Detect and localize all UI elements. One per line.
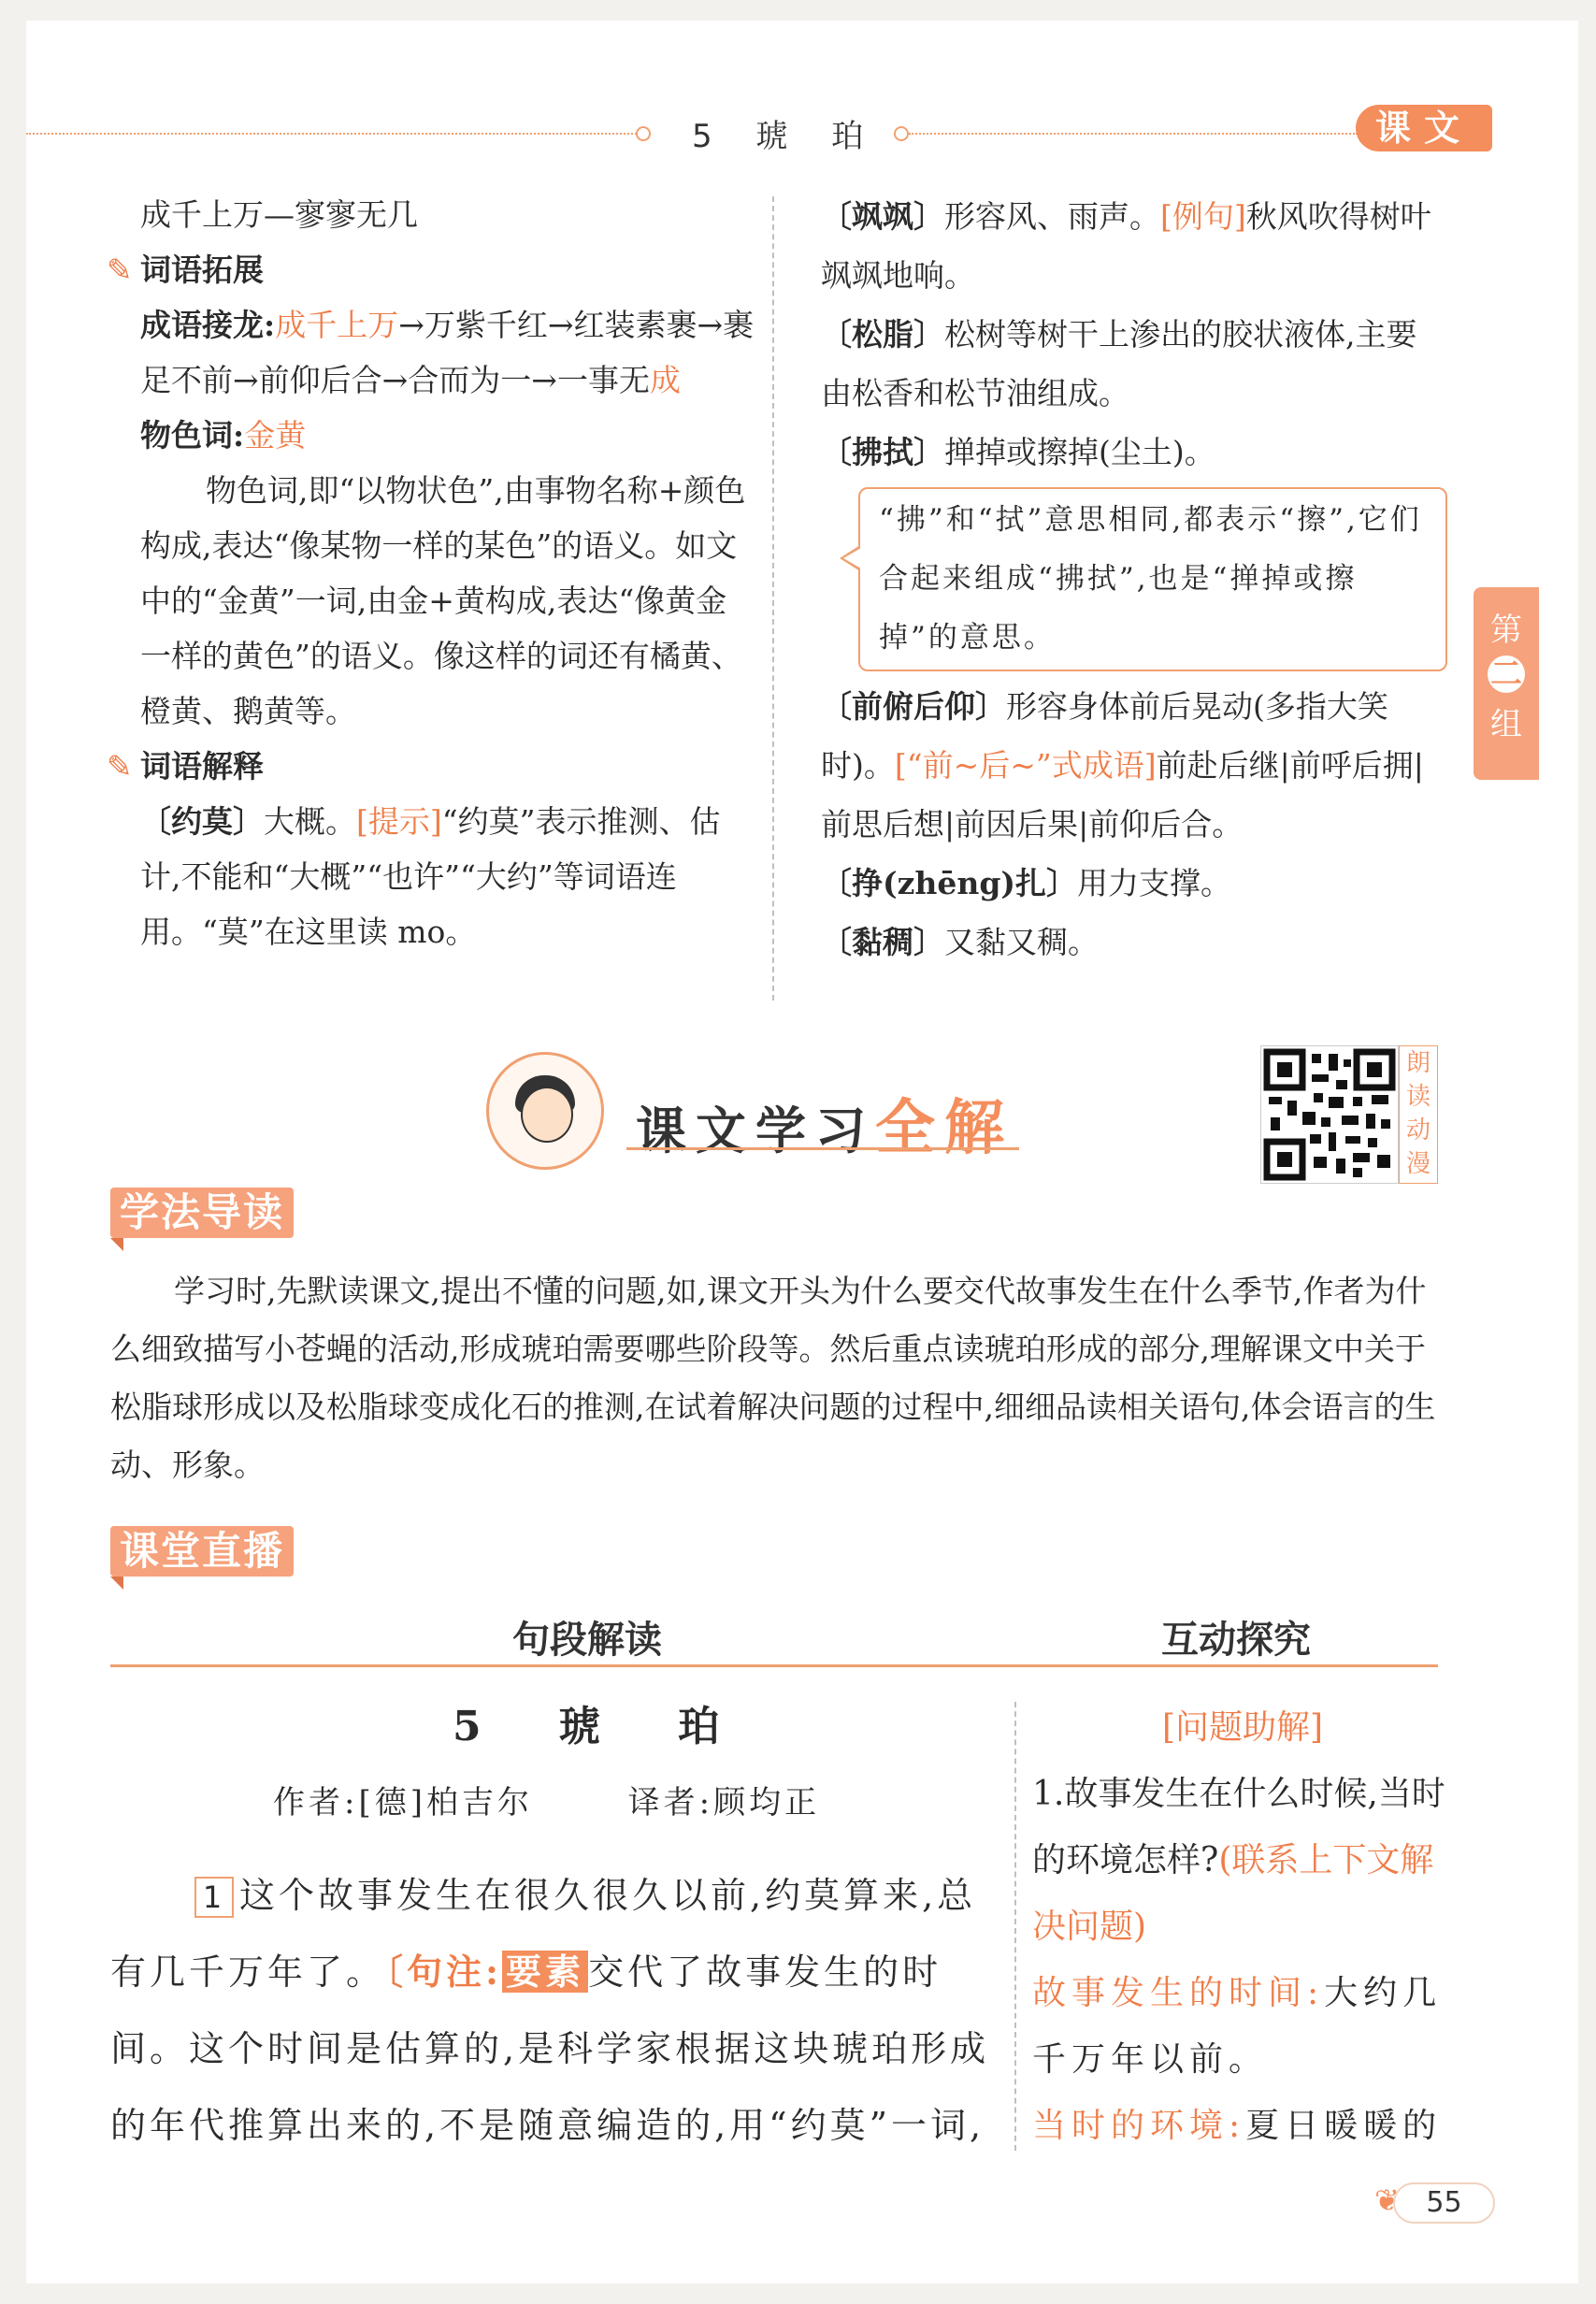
color-word-line: 物色词:金黄 xyxy=(140,417,307,454)
tip-callout: “拂”和“拭”意思相同,都表示“擦”,它们合起来组成“拂拭”,也是“掸掉或擦掉”的意思。 xyxy=(858,487,1447,671)
qr-code[interactable] xyxy=(1260,1045,1399,1184)
lesson-title: 5 琥 珀 xyxy=(453,1703,752,1750)
unit-side-tab xyxy=(1474,587,1539,780)
sasa-entry: 〔飒飒〕形容风、雨声。[例句]秋风吹得树叶飒飒地响。 xyxy=(821,198,1431,294)
nianchou-entry: 〔黏稠〕又黏又稠。 xyxy=(821,924,1099,960)
banner-title: 课文学习全解 xyxy=(636,1094,1014,1163)
tag-xuefa: 学法导读 xyxy=(110,1188,294,1238)
question-1: 1.故事发生在什么时候,当时的环境怎样?(联系上下文解决问题) xyxy=(1032,1775,1445,1946)
left-column xyxy=(107,187,757,959)
qr-label: 朗读动漫 xyxy=(1399,1045,1438,1184)
header-rule-left xyxy=(26,133,640,135)
xuefa-paragraph: 学习时,先默读课文,提出不懂的问题,如,课文开头为什么要交代故事发生在什么季节,作者为什么细致描写小苍蝇的活动,形成琥珀需要哪些阶段等。然后重点读琥珀形成的部分,理解课文中关于松脂球形成以及松脂球变成化石的推测,在试着解决问题的过程中,细细品读相关语句,体会语言的生动、形象。 xyxy=(110,1273,1436,1483)
column-divider xyxy=(772,196,774,1001)
author-line xyxy=(273,1777,820,1822)
question-help-heading: [问题助解] xyxy=(1161,1708,1324,1747)
girl-avatar-icon xyxy=(486,1052,604,1170)
translator: 译者:顾均正 xyxy=(627,1784,821,1822)
qr-code-icon xyxy=(1261,1046,1398,1183)
lesson-body: 1 这个故事发生在很久很久以前,约莫算来,总有几千万年了。〔句注: 要素 交代了故事发生的时间。这个时间是估算的,是科学家根据这块琥珀形成的年代推算出来的,不是随意编造的,用“约莫”一词, xyxy=(110,1875,990,2146)
side-tab-bottom: 组 xyxy=(1490,706,1522,743)
pen-icon: ✎ xyxy=(107,252,133,288)
banner-underline xyxy=(626,1147,1019,1150)
header-rule-right xyxy=(909,133,1358,135)
table-header-rule xyxy=(110,1664,1438,1667)
interactive-column xyxy=(1032,1694,1453,2159)
side-tab-number: 二 xyxy=(1488,655,1525,693)
answer-environment: 当时的环境:夏日暖暖的 xyxy=(1032,2107,1443,2145)
section-badge: 课文 xyxy=(1356,105,1492,151)
element-badge: 要素 xyxy=(502,1951,588,1993)
page-number: 55 xyxy=(1393,2182,1495,2224)
header-dot-right xyxy=(894,126,909,141)
songzhi-entry: 〔松脂〕松树等树干上渗出的胶状液体,主要由松香和松节油组成。 xyxy=(821,316,1417,411)
expand-heading: ✎ 词语拓展 xyxy=(140,242,757,297)
right-column xyxy=(821,187,1447,972)
qianfu-entry: 〔前俯后仰〕形容身体前后晃动(多指大笑时)。[“前~后~”式成语]前赴后继|前呼后拥|前思后想|前因后果|前仰后合。 xyxy=(821,688,1424,842)
author: 作者:[德]柏吉尔 xyxy=(273,1784,533,1822)
antonym-line: 成千上万—寥寥无几 xyxy=(140,196,418,233)
idiom-chain: 成语接龙:成千上万→万紫千红→红装素裹→裹足不前→前仰后合→合而为一→一事无成 xyxy=(140,307,755,398)
paragraph-number: 1 xyxy=(194,1877,234,1918)
color-word-paragraph: 物色词,即“以物状色”,由事物名称+颜色构成,表达“像某物一样的某色”的语义。如文中的“金黄”一词,由金+黄构成,表达“像黄金一样的黄色”的语义。像这样的词还有橘黄、橙黄、鹅黄等。 xyxy=(140,472,746,729)
zhengzha-entry: 〔挣(zhēng)扎〕用力支撑。 xyxy=(821,865,1232,901)
page-header-title: 5 琥 珀 xyxy=(692,118,881,155)
side-tab-top: 第 xyxy=(1490,612,1522,649)
explain-heading: ✎ 词语解释 xyxy=(140,739,757,794)
column-header-interactive: 互动探究 xyxy=(1161,1619,1311,1662)
tag-ketang: 课堂直播 xyxy=(110,1526,294,1577)
header-dot-left xyxy=(636,126,651,141)
yuemo-entry: 〔约莫〕大概。[提示]“约莫”表示推测、估计,不能和“大概”“也许”“大约”等词语连用。“莫”在这里读 mo。 xyxy=(140,803,721,950)
column-header-reading: 句段解读 xyxy=(512,1619,662,1662)
pen-icon: ✎ xyxy=(107,748,133,785)
leaf-icon: ❦ xyxy=(1374,2182,1400,2218)
answer-time: 故事发生的时间:大约几千万年以前。 xyxy=(1032,1974,1443,2079)
section-banner xyxy=(486,1052,1066,1164)
fushi-entry: 〔拂拭〕掸掉或擦掉(尘土)。 xyxy=(821,434,1215,470)
table-column-divider xyxy=(1014,1702,1016,2151)
